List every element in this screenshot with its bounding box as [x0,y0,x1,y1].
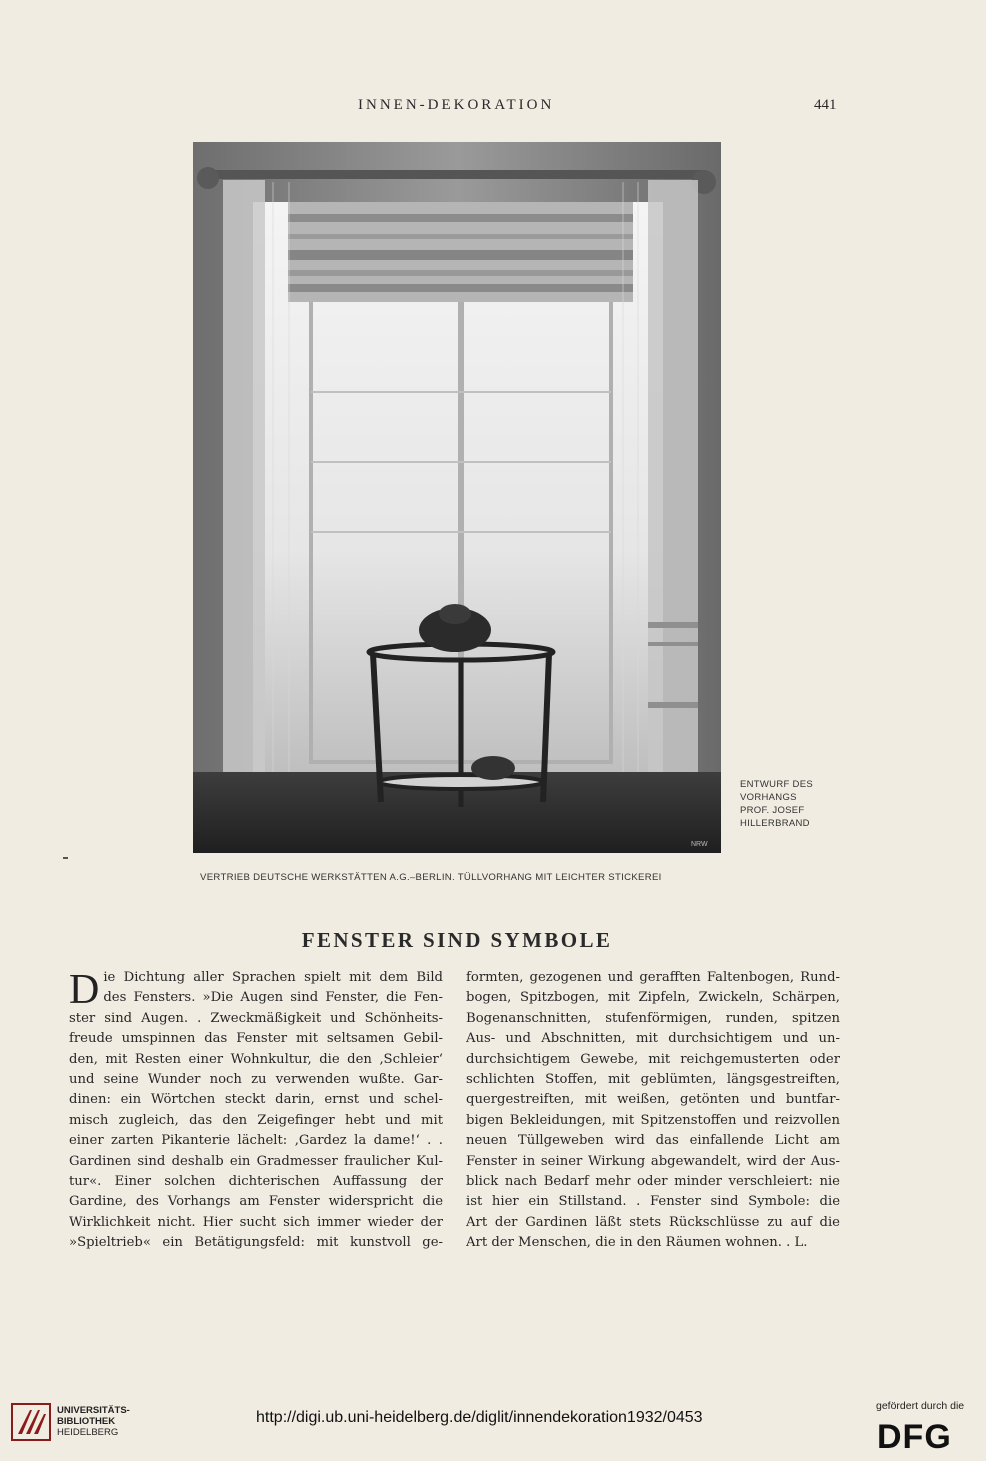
design-credit [740,778,850,830]
source-url-link[interactable]: http://digi.ub.uni-heidelberg.de/diglit/innendekoration1932/0453 [256,1409,703,1426]
design-credit-line: VORHANGS [740,792,797,803]
design-credit-line: HILLERBRAND [740,818,810,829]
dfg-logo: DFG [877,1418,952,1456]
text-line: Art der Gardinen läßt stets Rückschlüsse zu auf die [466,1214,840,1230]
text-line: und seine Wunder noch zu verwenden wußte. Gar- [69,1072,443,1088]
text-line: tur«. Einer solchen dichterischen Auffassung der [69,1174,443,1190]
text-line: Wirklichkeit nicht. Hier sucht sich immer wieder der [69,1214,443,1230]
text-line: den, mit Resten einer Wohnkultur, die den ‚Schleier‘ [69,1051,443,1067]
text-line: einer zarten Pikanterie lächelt: ‚Gardez la dame!‘ . . [69,1133,443,1149]
text-line: des Fensters. »Die Augen sind Fenster, die Fen- [103,990,443,1006]
text-line: Aus- und Abschnitten, mit durchsichtigem und un- [466,1031,840,1047]
text-line: ster sind Augen. . Zweckmäßigkeit und Schönheits- [69,1010,443,1026]
text-line: blick nach Bedarf mehr oder minder verschleiert: nie [466,1174,840,1190]
text-line: misch zugleich, das den Zeigefinger hebt und mit [69,1112,443,1128]
library-name-line: HEIDELBERG [57,1427,119,1438]
text-line: durchsichtigem Gewebe, mit reichgemusterten oder [466,1051,840,1067]
text-line: Gardinen sind deshalb ein Gradmesser fraulicher Kul- [69,1153,443,1169]
text-line: »Spieltrieb« ein Betätigungsfeld: mit kunstvoll ge- [69,1235,443,1251]
design-credit-line: PROF. JOSEF [740,805,805,816]
left-text-column [69,968,443,1254]
photo-signature: NRW [691,841,708,848]
text-line: ist hier ein Stillstand. . Fenster sind Symbole: die [466,1194,840,1210]
library-name-line: BIBLIOTHEK [57,1416,116,1427]
text-line: ie Dichtung aller Sprachen spielt mit dem Bild [103,970,443,985]
running-title: INNEN-DEKORATION [358,97,555,113]
library-name-line: UNIVERSITÄTS- [57,1405,130,1416]
design-credit-line: ENTWURF DES [740,779,813,790]
text-line: formten, gezogenen und gerafften Faltenbogen, Rund- [466,970,840,985]
drop-cap: D [69,967,100,1013]
curtain-photograph [193,142,721,853]
text-line: freude umspinnen das Fenster mit seltsamen Gebil- [69,1031,443,1047]
text-line: Fenster in seiner Wirkung abgewandelt, wird der Aus- [466,1153,840,1169]
text-line: Art der Menschen, die in den Räumen wohnen. . L. [466,1235,808,1251]
text-line: dinen: ein Wörtchen steckt darin, ernst und schel- [69,1092,443,1108]
photo-caption: VERTRIEB DEUTSCHE WERKSTÄTTEN A.G.–BERLIN. TÜLLVORHANG MIT LEICHTER STICKEREI [200,872,662,883]
text-line: Bogenanschnitten, stufenförmigen, runden, spitzen [466,1010,840,1026]
page-number: 441 [814,97,837,113]
text-line: neuen Tüllgeweben wird das einfallende Licht am [466,1133,840,1149]
library-name [57,1405,130,1438]
text-line: bogen, Spitzbogen, mit Zipfeln, Zwickeln, Schärpen, [466,990,840,1006]
margin-mark [63,857,68,859]
text-line: schlichten Stoffen, mit geblümten, längsgestreiften, [466,1072,840,1088]
text-line: bigen Bekleidungen, mit Spitzenstoffen und reizvollen [466,1112,840,1128]
funding-text: gefördert durch die [876,1400,965,1412]
university-seal-icon [10,1402,52,1442]
article-title: FENSTER SIND SYMBOLE [301,928,613,952]
text-line: Gardine, des Vorhangs am Fenster widerspricht die [69,1194,443,1210]
right-text-column [466,968,840,1254]
text-line: quergestreiften, mit weißen, getönten und buntfar- [466,1092,840,1108]
